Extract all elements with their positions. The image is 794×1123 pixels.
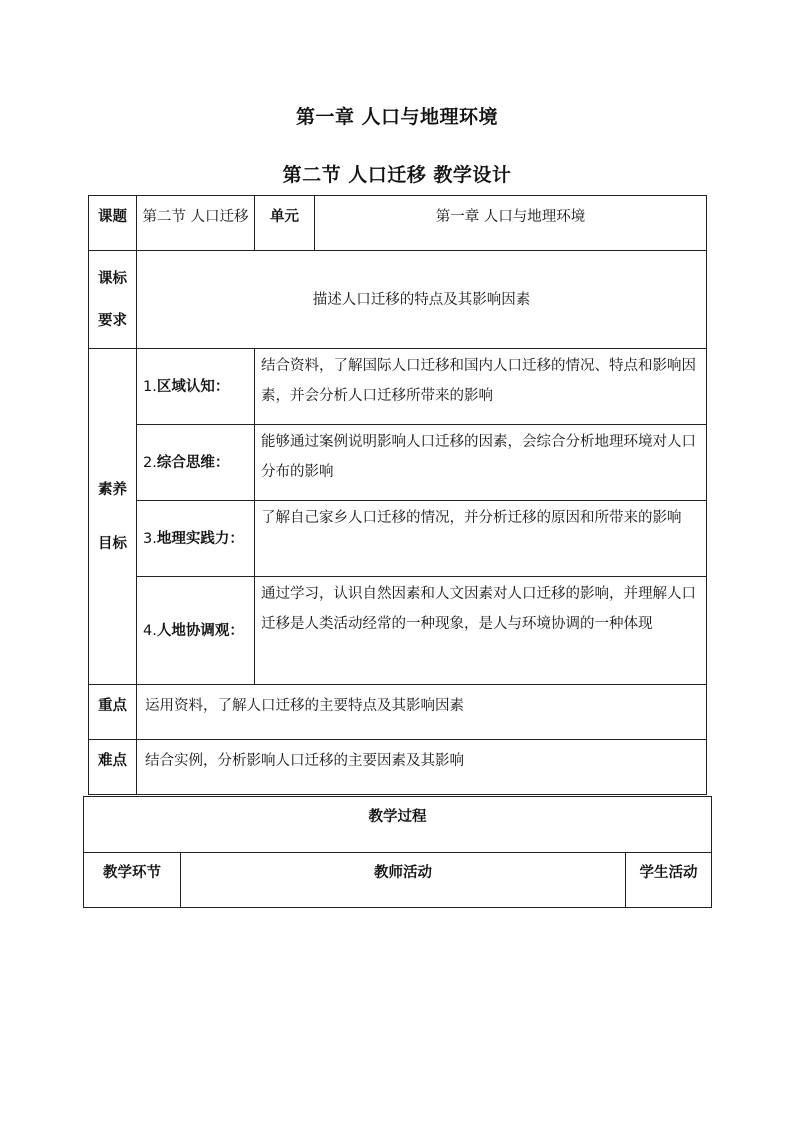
literacy-item-label: 2.综合思维： — [137, 425, 255, 501]
literacy-item-text: 通过学习，认识自然因素和人文因素对人口迁移的影响，并理解人口迁移是人类活动经常的一种现象，是人与环境协调的一种体现 — [255, 577, 707, 685]
section-title: 第二节 人口迁移 教学设计 — [282, 164, 512, 186]
teaching-process-table — [83, 796, 712, 908]
standard-label-line-2: 要求 — [98, 312, 127, 329]
literacy-item-text: 结合资料，了解国际人口迁移和国内人口迁移的情况、特点和影响因素，并会分析人口迁移所带来的影响 — [255, 349, 707, 425]
literacy-item-text: 能够通过案例说明影响人口迁移的因素，会综合分析地理环境对人口分布的影响 — [255, 425, 707, 501]
col-student-header: 学生活动 — [626, 853, 712, 908]
difficult-point-value: 结合实例，分析影响人口迁移的主要因素及其影响 — [137, 740, 707, 795]
course-value: 第二节 人口迁移 — [137, 196, 255, 251]
standard-label-line-1: 课标 — [98, 270, 127, 287]
difficult-point-label: 难点 — [89, 740, 137, 795]
unit-label: 单元 — [255, 196, 315, 251]
literacy-label-line-1: 素养 — [98, 481, 127, 498]
lesson-info-table — [88, 195, 707, 795]
process-title-row — [84, 797, 712, 853]
col-teacher-header: 教师活动 — [181, 853, 626, 908]
literacy-row-4 — [89, 577, 707, 685]
key-point-row — [89, 685, 707, 740]
literacy-item-label: 4.人地协调观： — [137, 577, 255, 685]
key-point-value: 运用资料，了解人口迁移的主要特点及其影响因素 — [137, 685, 707, 740]
difficult-point-row — [89, 740, 707, 795]
standard-label — [89, 251, 137, 349]
chapter-title: 第一章 人口与地理环境 — [295, 106, 499, 128]
literacy-row-1 — [89, 349, 707, 425]
standard-value: 描述人口迁移的特点及其影响因素 — [137, 251, 707, 349]
process-title: 教学过程 — [84, 797, 712, 853]
process-header-row — [84, 853, 712, 908]
literacy-row-3 — [89, 501, 707, 577]
literacy-item-label: 3.地理实践力： — [137, 501, 255, 577]
standard-row — [89, 251, 707, 349]
literacy-item-text: 了解自己家乡人口迁移的情况，并分析迁移的原因和所带来的影响 — [255, 501, 707, 577]
course-row — [89, 196, 707, 251]
literacy-label-line-2: 目标 — [98, 535, 127, 552]
literacy-label — [89, 349, 137, 685]
unit-value: 第一章 人口与地理环境 — [315, 196, 707, 251]
course-label: 课题 — [89, 196, 137, 251]
literacy-item-label: 1.区域认知： — [137, 349, 255, 425]
col-stage-header: 教学环节 — [84, 853, 181, 908]
literacy-row-2 — [89, 425, 707, 501]
key-point-label: 重点 — [89, 685, 137, 740]
